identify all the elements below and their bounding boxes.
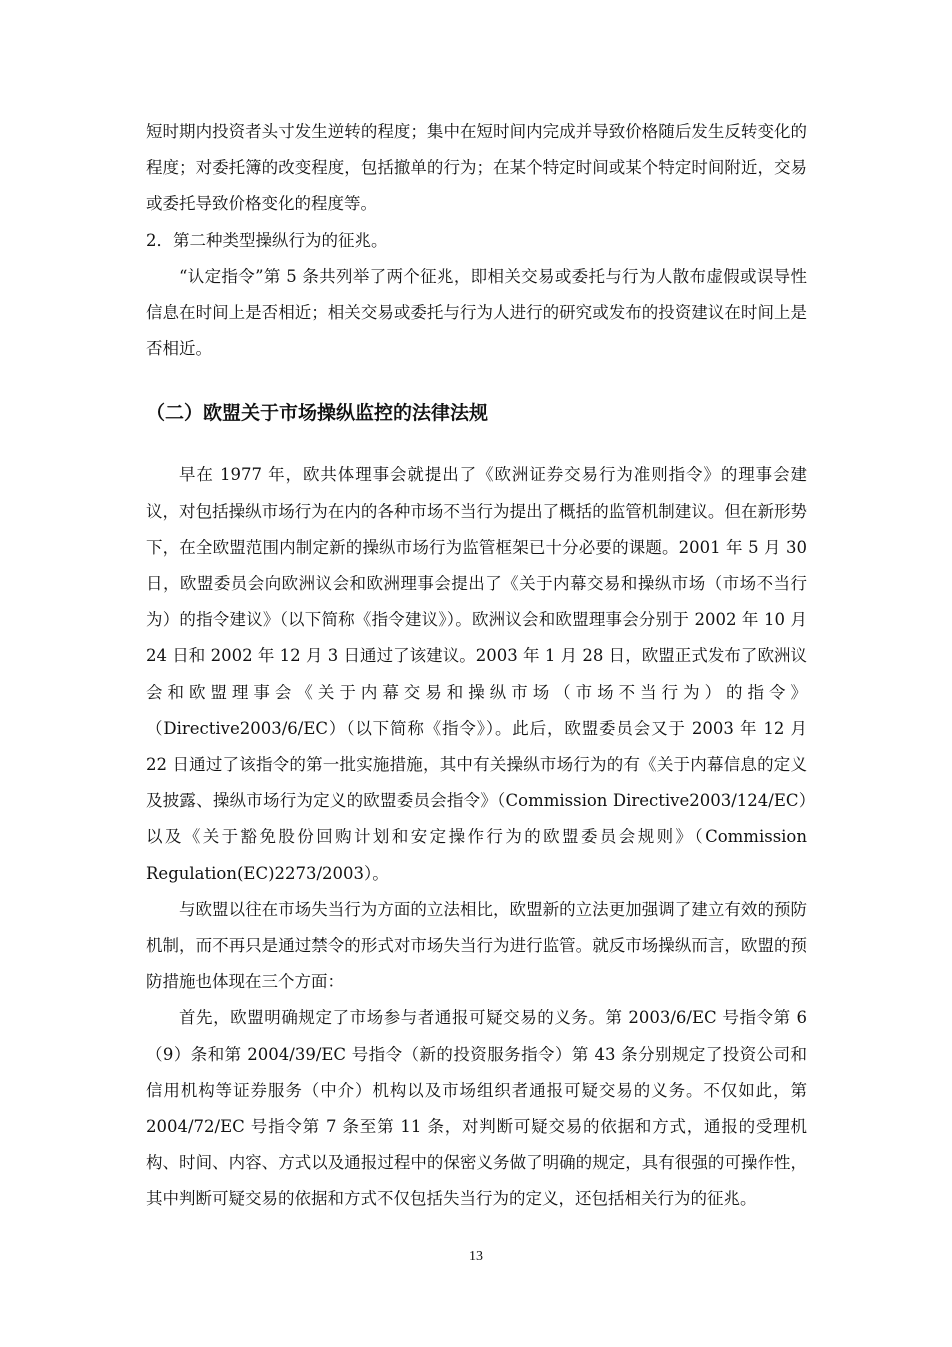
section-heading: （二）欧盟关于市场操纵监控的法律法规 xyxy=(146,402,489,425)
paragraph: 与欧盟以往在市场失当行为方面的立法相比，欧盟新的立法更加强调了建立有效的预防机制，而不再只是通过禁令的形式对市场失当行为进行监管。就反市场操纵而言，欧盟的预防措施也体现在三个方面： xyxy=(146,899,807,992)
paragraph-continued: 短时期内投资者头寸发生逆转的程度；集中在短时间内完成并导致价格随后发生反转变化的程度；对委托簿的改变程度，包括撤单的行为；在某个特定时间或某个特定时间附近，交易或委托导致价格变化的程度等。 xyxy=(146,122,807,214)
page-number: 13 xyxy=(469,1249,483,1264)
list-item-heading: 2．第二种类型操纵行为的征兆。 xyxy=(146,230,388,250)
paragraph: “认定指令”第 5 条共列举了两个征兆，即相关交易或委托与行为人散布虚假或误导性信息在时间上是否相近；相关交易或委托与行为人进行的研究或发布的投资建议在时间上是否相近。 xyxy=(146,266,807,359)
paragraph: 早在 1977 年，欧共体理事会就提出了《欧洲证券交易行为准则指令》的理事会建议，对包括操纵市场行为在内的各种市场不当行为提出了概括的监管机制建议。但在新形势下，在全欧盟范围内制定新的操纵市场行为监管框架已十分必要的课题。2001 年 5 月 30 日，欧盟委员会向欧洲议会和欧洲理事会提出了《关于内幕交易和操纵市场（市场不当行为）的指令建议》（以下简称《指令建议》）。欧洲议会和欧盟理事会分别于 2002 年 10 月 24 日和 2002 年 12 月 3 日通过了该建议。2003 年 1 月 28 日，欧盟正式发布了欧洲议会和欧盟理事会《关于内幕交易和操纵市场（市场不当行为）的指令》（Directive2003/6/EC）（以下简称《指令》）。此后，欧盟委员会又于 2003 年 12 月 22 日通过了该指令的第一批实施措施，其中有关操纵市场行为的有《关于内幕信息的定义及披露、操纵市场行为定义的欧盟委员会指令》（Commission Directive2003/124/EC）以及《关于豁免股份回购计划和安定操作行为的欧盟委员会规则》（Commission Regulation(EC)2273/2003）。 xyxy=(146,465,807,883)
paragraph: 首先，欧盟明确规定了市场参与者通报可疑交易的义务。第 2003/6/EC 号指令第 6（9）条和第 2004/39/EC 号指令（新的投资服务指令）第 43 条分别规定了投资公司和信用机构等证券服务（中介）机构以及市场组织者通报可疑交易的义务。不仅如此，第 2004/72/EC 号指令第 7 条至第 11 条，对判断可疑交易的依据和方式，通报的受理机构、时间、内容、方式以及通报过程中的保密义务做了明确的规定，具有很强的可操作性，其中判断可疑交易的依据和方式不仅包括失当行为的定义，还包括相关行为的征兆。 xyxy=(146,1008,807,1209)
page-content xyxy=(146,114,807,1218)
